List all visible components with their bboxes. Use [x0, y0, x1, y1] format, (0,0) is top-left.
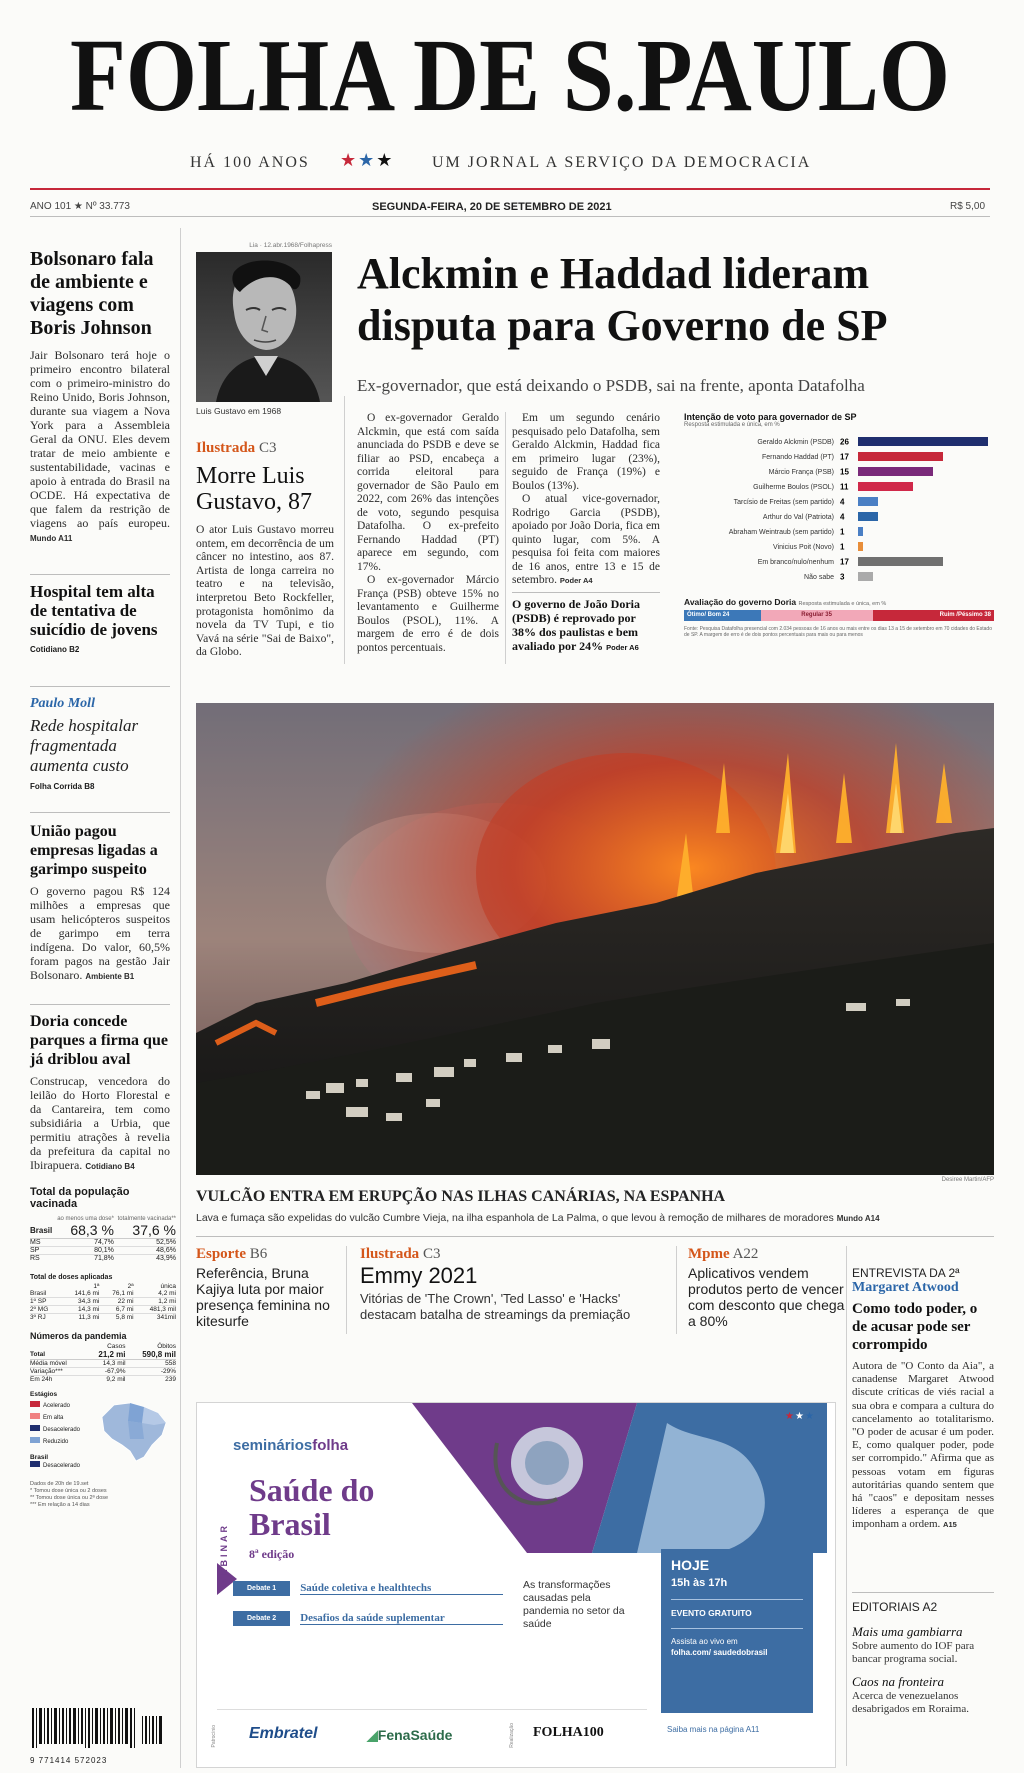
doses-row-label: 3º RJ [30, 1314, 46, 1321]
dateline-edition: ANO 101 ★ Nº 33.773 [30, 201, 130, 212]
ad-time: 15h às 17h [671, 1577, 728, 1589]
masthead-right-tag: UM JORNAL A SERVIÇO DA DEMOCRACIA [432, 154, 812, 171]
chart-value-label: 17 [840, 557, 849, 567]
lead-col2-p1: Em um segundo cenário pesquisado pelo Datafolha, sem Geraldo Alckmin, Haddad fica em primeiro lugar (23%), seguido de França (19%) e Boulos (13%). [512, 412, 660, 492]
vaccine-row-value: 52,5% [156, 1239, 176, 1246]
chart-bar [858, 512, 878, 521]
stages-legend [30, 1391, 176, 1481]
ad-debate-tag: Debate 2 [233, 1611, 290, 1626]
ad-debate-text: Saúde coletiva e healthtechs [300, 1582, 503, 1595]
pandemia-row-label: Total [30, 1351, 46, 1358]
entrevista-ref: A15 [943, 1520, 957, 1530]
stages-title: Estágios [30, 1391, 58, 1398]
doses-value: 4,2 mi [158, 1290, 176, 1297]
ad-debate-2 [233, 1609, 503, 1627]
hospital-ref: Cotidiano B2 [30, 645, 80, 654]
pandemia-value: 239 [165, 1376, 176, 1383]
approval-segment: Regular 35 [761, 610, 873, 621]
ad-url[interactable]: folha.com/ saudedobrasil [671, 1648, 768, 1657]
divider [30, 686, 170, 687]
luis-body: O ator Luis Gustavo morreu ontem, em decorrência de um câncer no intestino, aos 87. Artista de longa carreira no teatro e na televisão, interpretou Beto Rockfeller, protagonista homônimo da novela da TV Tupi, e tio Vavá na série "Sai de Baixo", da Globo. [196, 523, 334, 659]
doses-value: 76,1 mi [112, 1290, 134, 1297]
bolsonaro-ref: Mundo A11 [30, 534, 73, 543]
ilustrada-headline[interactable]: Emmy 2021 [360, 1263, 478, 1288]
stage-item: Em alta [30, 1412, 176, 1424]
divider [30, 1004, 170, 1005]
mpme-body[interactable]: Aplicativos vendem produtos perto de vencer com desconto que chega a 80% [688, 1265, 845, 1329]
lead-deck: Ex-governador, que está deixando o PSDB, sai na frente, aponta Datafolha [357, 376, 865, 395]
masthead-title-text: Folha de S.Paulo [70, 18, 950, 133]
paulo-moll-author: Paulo Moll [30, 696, 95, 711]
column-divider [676, 1246, 677, 1334]
ad-debate-1 [233, 1579, 503, 1597]
ad-sponsor-folha: FOLHA100 [533, 1725, 604, 1740]
pandemia-value: 14,3 mil [102, 1360, 126, 1367]
doses-header: 2ª [127, 1283, 134, 1290]
chart-category-label: Tarcísio de Freitas (sem partido) [733, 499, 834, 506]
pandemia-row-label: Variação*** [30, 1368, 63, 1375]
hospital-headline[interactable]: Hospital tem alta de tentativa de suicídio de jovens [30, 582, 158, 639]
story-hospital[interactable] [30, 582, 170, 654]
barcode-bars [30, 1708, 170, 1752]
vaccine-row-value: 74,7% [94, 1239, 114, 1246]
divider [196, 1236, 994, 1237]
ad-date-box[interactable] [661, 1549, 813, 1713]
esporte-tag: Esporte B6 [196, 1246, 268, 1262]
editorial-body: Sobre aumento do IOF para bancar programa social. [852, 1640, 975, 1665]
pandemia-value: 558 [165, 1360, 176, 1367]
column-divider [846, 1246, 847, 1766]
approval-segment: Ruim /Péssimo 38 [873, 610, 994, 621]
pandemia-table [30, 1343, 176, 1383]
story-paulo-moll[interactable] [30, 696, 170, 791]
ad-webinar[interactable] [196, 1402, 836, 1768]
paulo-moll-headline[interactable]: Rede hospitalar fragmentada aumenta custo [30, 716, 139, 775]
photo-luis-caption: Luis Gustavo em 1968 [196, 406, 282, 416]
photo-luis-gustavo[interactable] [196, 252, 332, 402]
vaccine-row-value: 71,8% [94, 1255, 114, 1262]
ad-side-text: As transformações causadas pela pandemia no setor da saúde [523, 1579, 625, 1630]
vaccine-col-header: totalmente vacinada** [117, 1216, 176, 1222]
chart-category-label: Guilherme Boulos (PSOL) [753, 484, 834, 491]
chart-title: Intenção de voto para governador de SP [684, 412, 857, 422]
story-bolsonaro[interactable] [30, 248, 170, 546]
chart-value-label: 4 [840, 497, 845, 507]
ad-edition: 8ª edição [249, 1547, 295, 1561]
pandemia-value: 21,2 mi [98, 1350, 126, 1359]
barcode-number: 9 771414 572023 [30, 1756, 108, 1765]
vaccine-table [30, 1216, 176, 1262]
stage-item: Acelerado [30, 1400, 176, 1412]
doses-value: 11,3 mi [78, 1314, 100, 1321]
masthead [0, 0, 1024, 200]
doses-value: 341mil [156, 1314, 176, 1321]
stage-item: Desacelerado [30, 1424, 176, 1436]
doses-value: 481,3 mil [149, 1306, 176, 1313]
lead-bold-ref: Poder A6 [606, 642, 639, 652]
volcano-photo[interactable] [196, 703, 994, 1175]
pandemia-value: 590,8 mil [142, 1350, 176, 1359]
bolsonaro-body: Jair Bolsonaro terá hoje o primeiro encontro bilateral com o primeiro-ministro do Reino Unido, Boris Johnson, durante sua viagem a Nova York para a Assembleia Geral da ONU. Eles devem tratar de meio ambiente e sustentabilidade, vacinas e apoio à entrada do Brasil na OCDE. Há expectativa de que falem da restrição de viagens ao país europeu. Mundo A11 [30, 348, 170, 543]
dateline-rule [30, 216, 990, 217]
pandemia-row-label: Média móvel [30, 1360, 67, 1367]
doses-value: 34,3 mi [78, 1298, 100, 1305]
ad-title: Saúde do Brasil [249, 1472, 375, 1542]
entrevista-body: Autora de "O Conto da Aia", a canadense Margaret Atwood discute críticas de viés racial a sua obra e compara a cultura do cancelamento ao totalitarismo. "O poder de acusar é um poder. E, como qualquer poder, pode ser corrompido." Afirma que as pessoas votam em figuras autoritárias quando sentem que há "caos" e depositam nesses líderes a esperança de que imponham a ordem. A15 [852, 1360, 994, 1531]
doses-value: 22 mi [117, 1298, 134, 1305]
brasil-stage: Desacelerado [30, 1461, 176, 1469]
approval-bar [684, 610, 994, 621]
volcano-ref: Mundo A14 [836, 1214, 880, 1223]
dateline-date: SEGUNDA-FEIRA, 20 DE SETEMBRO DE 2021 [372, 201, 612, 213]
vote-chart-svg [684, 430, 994, 590]
ad-sponsor-fenasaude: ◢FenaSaúde [367, 1727, 453, 1743]
chart-category-label: Geraldo Alckmin (PSDB) [757, 439, 834, 446]
ad-debate-tag: Debate 1 [233, 1581, 290, 1596]
lead-headline[interactable]: Alckmin e Haddad lideram disputa para Governo de SP [357, 249, 888, 350]
ad-brand: semináriosfolha [233, 1437, 349, 1454]
entrevista-label: ENTREVISTA DA 2ª [852, 1266, 960, 1280]
chart-value-label: 17 [840, 452, 849, 462]
chart-category-label: Abraham Weintraub (sem partido) [728, 529, 834, 536]
luis-section-tag: Ilustrada C3 [196, 440, 277, 456]
pandemia-value: 9,2 mil [106, 1376, 126, 1383]
divider [30, 574, 170, 575]
paulo-moll-ref: Folha Corrida B8 [30, 782, 95, 791]
doses-value: 5,8 mi [115, 1314, 134, 1321]
chart-category-label: Não sabe [804, 574, 834, 581]
dateline-price: R$ 5,00 [950, 201, 986, 212]
lead-col1-p1: O ex-governador Geraldo Alckmin, que está com saída anunciada do PSDB e deve se filiar ao PSD, encabeça a corrida eleitoral para governador de São Paulo em 2022, com 26% das intenções de voto, segundo pesquisa Datafolha. O ex-prefeito Fernando Haddad (PT) aparece em segundo, com 17%. [357, 412, 499, 573]
volcano-caption: Lava e fumaça são expelidas do vulcão Cumbre Vieja, na ilha espanhola de La Palma, o que levou à remoção de milhares de moradores Mundo A14 [196, 1212, 880, 1224]
entrevista-headline[interactable]: Como todo poder, o de acusar pode ser corrompido [852, 1301, 978, 1353]
entrevista-name: Margaret Atwood [852, 1280, 959, 1295]
chart-value-label: 4 [840, 512, 845, 522]
chart-bar [858, 572, 873, 581]
story-doria-parques[interactable] [30, 1012, 170, 1174]
lead-bold-note: O governo de João Doria (PSDB) é reprovado por 38% dos paulistas e bem avaliado por 24% [512, 596, 640, 653]
approval-title: Avaliação do governo Doria [684, 597, 797, 607]
doses-header: única [160, 1283, 176, 1290]
divider [852, 1592, 994, 1593]
editorial-body: Acerca de venezuelanos desabrigados em Roraima. [852, 1690, 969, 1715]
doses-value: 1,2 mi [158, 1298, 176, 1305]
teaser-mpme[interactable] [688, 1246, 850, 1329]
mpme-tag: Mpme A22 [688, 1246, 759, 1262]
pandemia-value: -67,9% [104, 1368, 126, 1375]
ad-realizacao-label: Realização [509, 1723, 515, 1748]
vaccine-row-value: 43,9% [156, 1255, 176, 1262]
doses-header: 1ª [93, 1283, 100, 1290]
pandemia-header: Casos [107, 1343, 126, 1350]
ad-hoje: HOJE [671, 1557, 710, 1573]
ad-evento: EVENTO GRATUITO [671, 1608, 752, 1618]
luis-headline[interactable]: Morre Luis Gustavo, 87 [196, 463, 312, 515]
column-divider [346, 1246, 347, 1334]
chart-bar [858, 452, 943, 461]
chart-category-label: Vinicius Poit (Novo) [773, 544, 834, 551]
masthead-title [60, 18, 960, 133]
vaccine-row-value: 68,3 % [70, 1222, 114, 1238]
ilustrada-tag: Ilustrada C3 [360, 1246, 441, 1262]
ad-debate-text: Desafios da saúde suplementar [300, 1612, 503, 1625]
chart-bar [858, 557, 943, 566]
volcano-headline[interactable]: VULCÃO ENTRA EM ERUPÇÃO NAS ILHAS CANÁRIAS, NA ESPANHA [196, 1188, 726, 1205]
uniao-ref: Ambiente B1 [85, 972, 135, 981]
ad-vertical-label: WEBINAR [219, 1523, 229, 1587]
doria-parques-ref: Cotidiano B4 [85, 1162, 135, 1171]
ad-saiba[interactable]: Saiba mais na página A11 [667, 1725, 760, 1734]
column-divider [505, 412, 506, 664]
chart-bar [858, 482, 913, 491]
editorial-title[interactable]: Mais uma gambiarra [852, 1624, 963, 1639]
pandemia-header: Óbitos [157, 1343, 176, 1350]
ad-stars: ★★★ [785, 1411, 815, 1422]
bolsonaro-headline[interactable]: Bolsonaro fala de ambiente e viagens com Boris Johnson [30, 248, 154, 339]
editorial-title[interactable]: Caos na fronteira [852, 1674, 944, 1689]
story-uniao[interactable] [30, 822, 170, 984]
chart-category-label: Márcio França (PSB) [768, 469, 834, 476]
vaccine-title: Total da população vacinada [30, 1186, 130, 1210]
chart-note: Fonte: Pesquisa Datafolha presencial com 2.034 pessoas de 16 anos ou mais entre os dias 13 a 15 de setembro em 70 cidades do Estado de SP. A margem de erro é de dois pontos percentuais para mais ou para menos [684, 626, 992, 638]
barcode [30, 1708, 170, 1764]
chart-value-label: 1 [840, 527, 845, 537]
poll-chart [684, 412, 994, 670]
doses-row-label: Brasil [30, 1290, 47, 1297]
doses-row-label: 1º SP [30, 1298, 47, 1305]
stage-item: Reduzido [30, 1436, 176, 1448]
chart-value-label: 1 [840, 542, 845, 552]
chart-category-label: Fernando Haddad (PT) [762, 454, 834, 461]
ilustrada-body: Vitórias de 'The Crown', 'Ted Lasso' e 'Hacks' destacam batalha de streamings da premiação [360, 1291, 631, 1322]
masthead-left-tag: HÁ 100 ANOS [190, 154, 310, 171]
vaccine-row-value: 80,1% [94, 1247, 114, 1254]
chart-bar [858, 527, 863, 536]
vaccine-row-value: 37,6 % [132, 1222, 176, 1238]
entrevista[interactable] [852, 1266, 994, 1532]
column-divider [344, 396, 345, 664]
divider [30, 812, 170, 813]
chart-bar [858, 542, 863, 551]
column-divider [180, 228, 181, 1768]
doses-row-label: 2º MG [30, 1306, 49, 1313]
teaser-esporte[interactable] [196, 1246, 346, 1329]
lead-col2-ref: Poder A4 [559, 576, 593, 585]
doria-parques-body: Construcap, vencedora do leilão do Horto Florestal e da Cantareira, tem como subsidiária a Urbia, que permitiu atrações à revelia da prefeitura da capital no Ibirapuera. Cotidiano B4 [30, 1074, 170, 1172]
pandemia-value: -29% [160, 1368, 176, 1375]
brazil-map-icon [92, 1395, 172, 1465]
vaccine-row-value: 48,6% [156, 1247, 176, 1254]
editoriais-page: A2 [922, 1600, 938, 1614]
chart-category-label: Em branco/nulo/nenhum [757, 559, 834, 566]
brasil-label: Brasil [30, 1454, 49, 1461]
lead-col1 [357, 412, 499, 655]
vaccine-footnote: Dados de 20h de 19.set * Tomou dose única ou 2 doses ** Tomou dose única ou 2ª dose *** Em relação a 14 dias [30, 1481, 109, 1508]
chart-bar [858, 497, 878, 506]
vaccine-col-header: ao menos uma dose* [57, 1216, 114, 1222]
chart-category-label: Arthur do Val (Patriota) [762, 514, 834, 521]
chart-subtitle: Resposta estimulada e única, em % [684, 422, 780, 428]
divider [512, 592, 660, 593]
uniao-body: O governo pagou R$ 124 milhões a empresas que usam helicópteros suspeitos de garimpo em terra indígena. Do valor, 60,5% foram pagos na gestão Jair Bolsonaro. Ambiente B1 [30, 884, 170, 982]
chart-value-label: 26 [840, 437, 849, 447]
doses-value: 141,6 mi [74, 1290, 100, 1297]
photo-luis-credit: Lia · 12.abr.1968/Folhapress [249, 242, 332, 249]
doses-title: Total de doses aplicadas [30, 1274, 113, 1281]
ad-patrocinio-label: Patrocínio [211, 1725, 217, 1748]
masthead-stars: ★★★ [340, 150, 395, 171]
pandemia-title: Números da pandemia [30, 1331, 127, 1341]
lead-col2-p2: O atual vice-governador, Rodrigo Garcia (PSDB), apoiado por João Doria, fica em quinto lugar, com 5%. A pesquisa foi feita com maiores de 16 anos, entre 13 e 15 de setembro. [512, 493, 660, 586]
editoriais-label: EDITORIAIS [852, 1600, 920, 1614]
doses-table [30, 1283, 176, 1321]
doses-value: 14,3 mi [78, 1306, 100, 1313]
teaser-ilustrada[interactable] [360, 1246, 670, 1323]
chart-value-label: 11 [840, 482, 849, 492]
chart-value-label: 15 [840, 467, 849, 477]
lead-col1-p2: O ex-governador Márcio França (PSB) obteve 15% no levantamento e Guilherme Boulos (PSOL), 11%. A margem de erro é de dois pontos percentuais. [357, 574, 499, 654]
doses-value: 6,7 mi [115, 1306, 134, 1313]
vaccine-row-label: SP [30, 1247, 40, 1254]
approval-segment: Ótimo/ Bom 24 [684, 610, 761, 621]
pandemia-row-label: Em 24h [30, 1376, 53, 1383]
volcano-photo-credit: Desiree Martin/AFP [941, 1177, 994, 1183]
chart-bar [858, 467, 933, 476]
vaccine-box [30, 1186, 176, 1509]
approval-subtitle: Resposta estimulada e única, em % [798, 601, 887, 607]
esporte-body[interactable]: Referência, Bruna Kajiya luta por maior presença feminina no kitesurfe [196, 1265, 330, 1329]
editoriais[interactable] [852, 1600, 994, 1716]
story-luis-gustavo[interactable] [196, 440, 334, 659]
lead-col2 [512, 412, 660, 655]
ad-divider [217, 1709, 647, 1710]
uniao-headline[interactable]: União pagou empresas ligadas a garimpo suspeito [30, 823, 158, 878]
chart-bar [858, 437, 988, 446]
masthead-rule [30, 188, 990, 190]
doria-parques-headline[interactable]: Doria concede parques a firma que já driblou aval [30, 1013, 168, 1068]
vaccine-row-label: MS [30, 1239, 41, 1246]
chart-value-label: 3 [840, 572, 845, 582]
ad-assista: Assista ao vivo em [671, 1637, 738, 1646]
ad-sponsor-embratel: Embratel [249, 1725, 318, 1742]
vaccine-row-label: Brasil [30, 1225, 53, 1235]
vaccine-row-label: RS [30, 1255, 40, 1262]
